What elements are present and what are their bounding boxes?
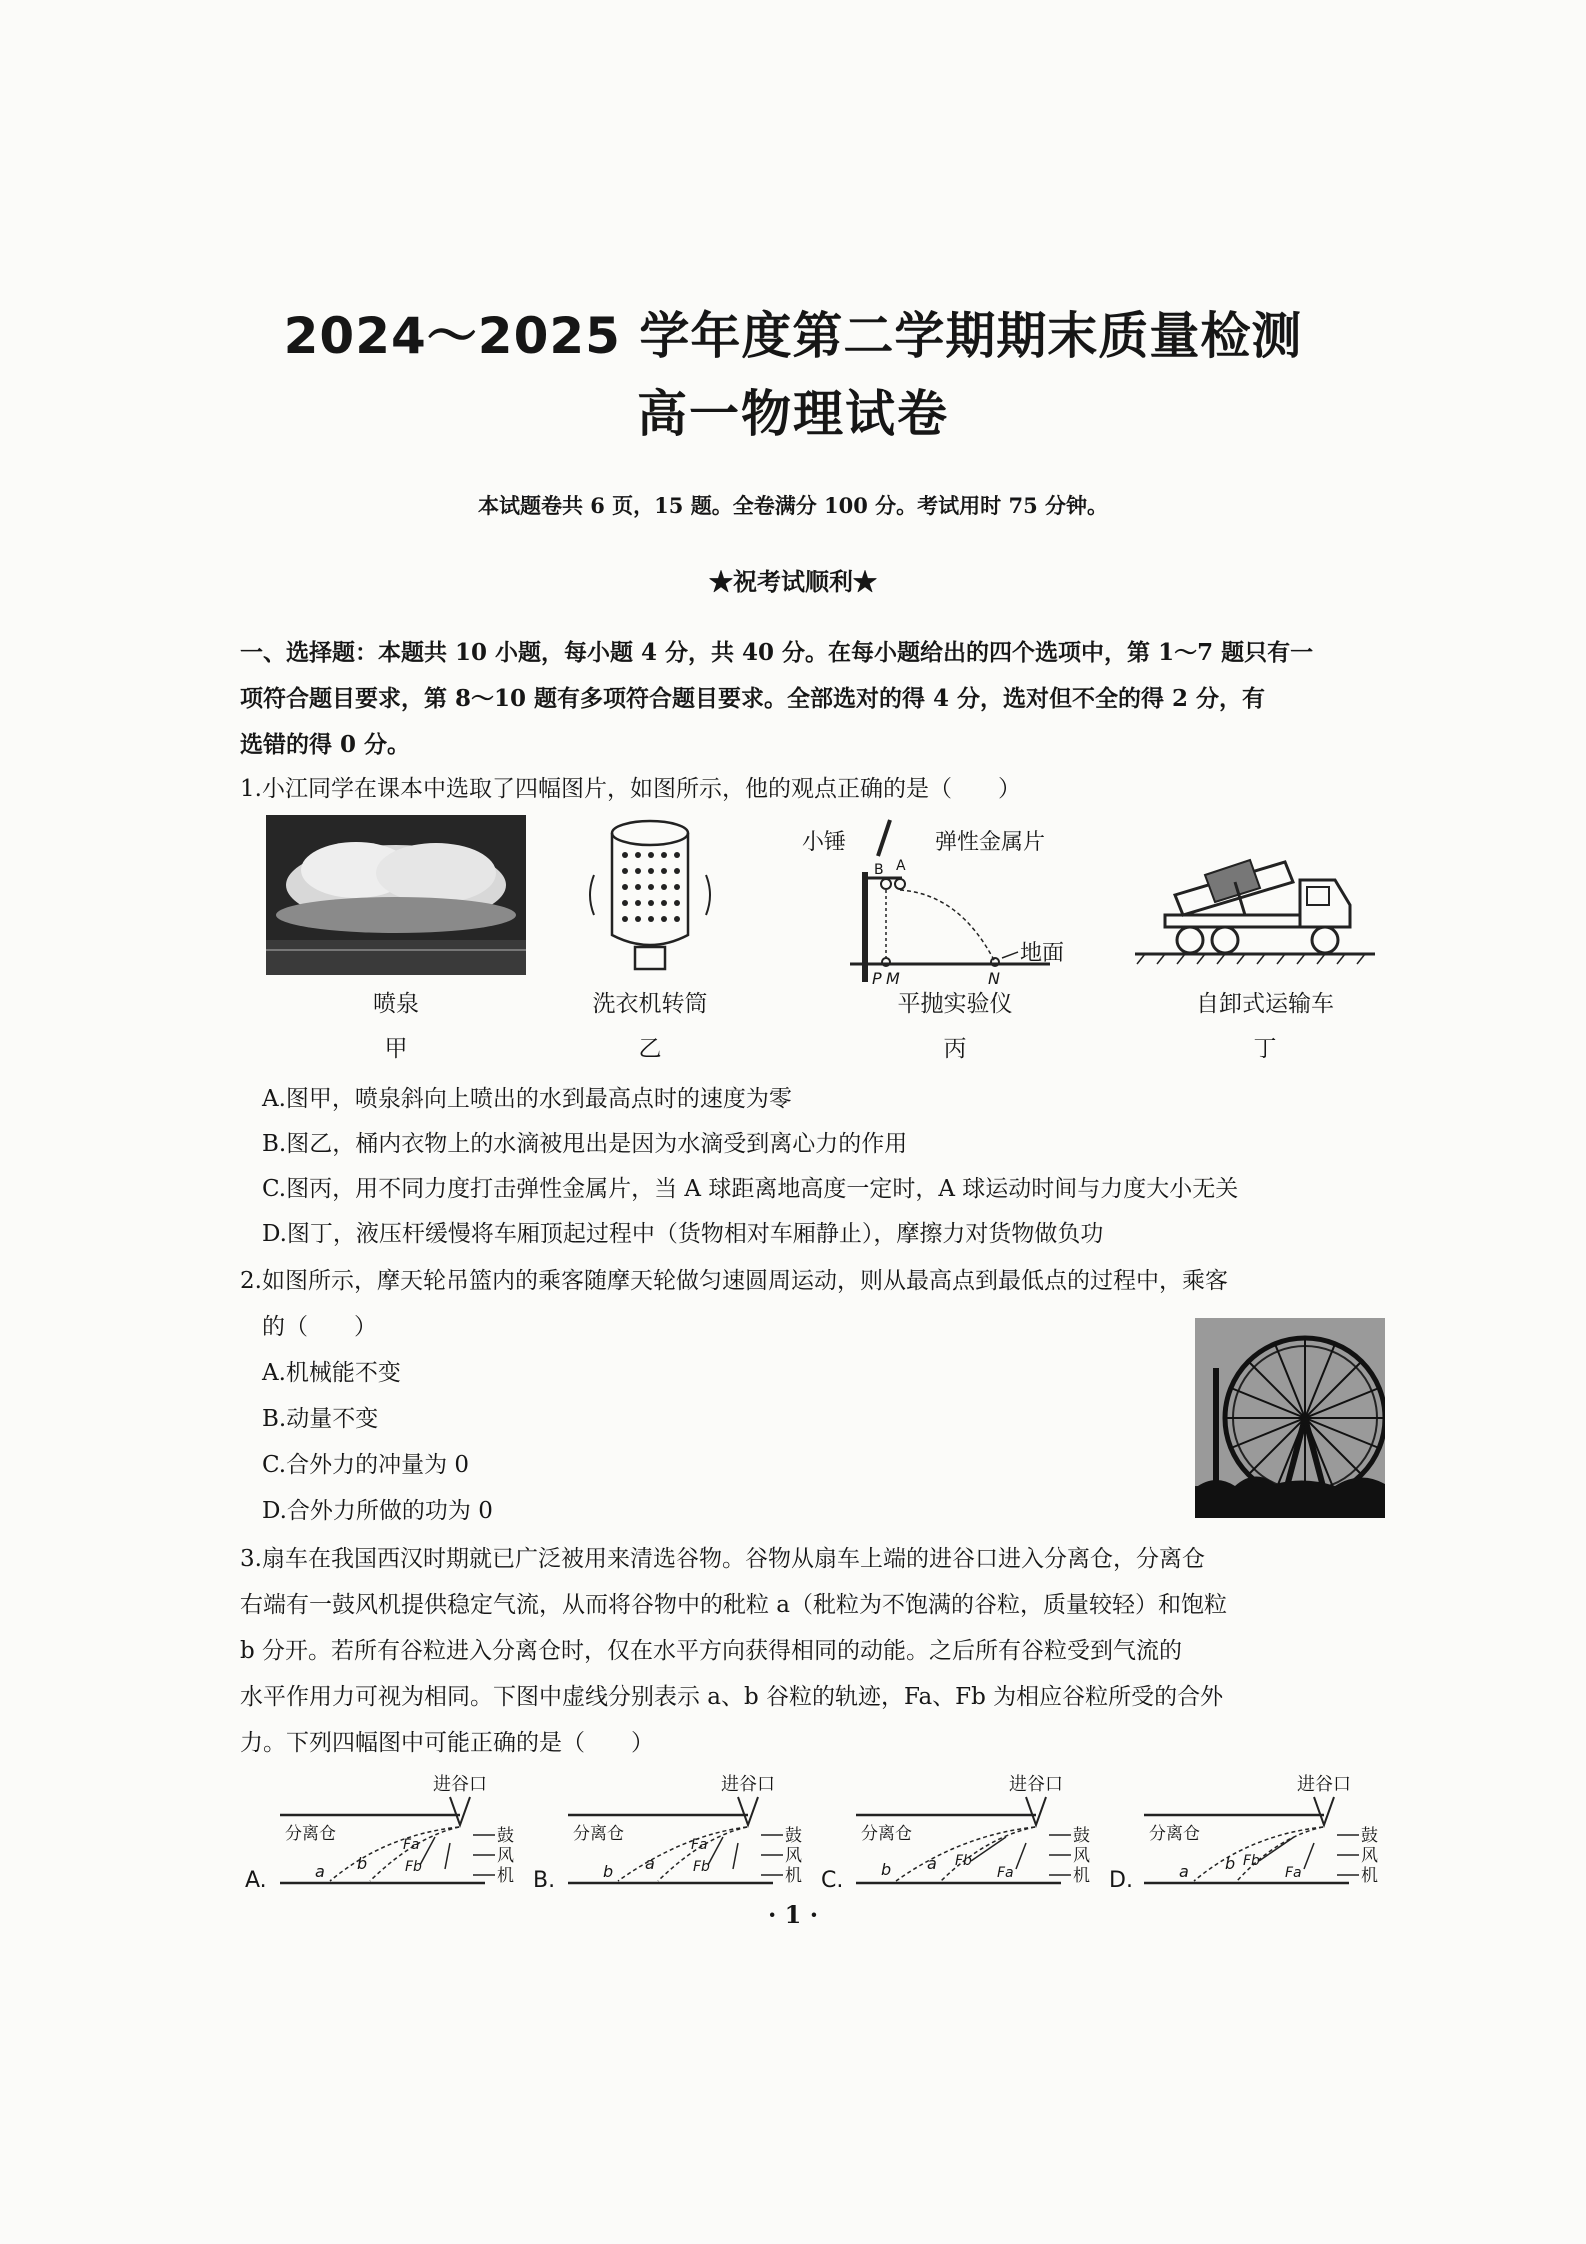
q2-stem-line1: 2.如图所示，摩天轮吊篮内的乘客随摩天轮做匀速圆周运动，则从最高点到最低点的过程中，乘客 <box>240 1268 1228 1294</box>
q3-line1: 3.扇车在我国西汉时期就已广泛被用来清选谷物。谷物从扇车上端的进谷口进入分离仓，分离仓 <box>240 1546 1205 1572</box>
fig2-caption: 洗衣机转筒 <box>592 991 708 1017</box>
q3-diagram-c <box>821 1774 1090 1893</box>
q3-c-label-b: b <box>881 1860 892 1879</box>
q3-b-fan3: 机 <box>785 1866 802 1886</box>
q3-b-inlet: 进谷口 <box>721 1774 775 1795</box>
fig1-tag: 甲 <box>384 1036 408 1062</box>
q3-d-inlet: 进谷口 <box>1297 1774 1351 1795</box>
section1-line3: 选错的得 0 分。 <box>240 731 411 758</box>
q3-c-fan3: 机 <box>1073 1866 1090 1886</box>
q3-b-fa: Fa <box>691 1837 708 1853</box>
q3-diagram-a <box>245 1774 514 1893</box>
q3-b-fb: Fb <box>693 1859 710 1875</box>
fig3-caption: 平抛实验仪 <box>897 991 1013 1017</box>
label-hammer: 小锤 <box>802 830 847 855</box>
q3-d-fan2: 风 <box>1361 1846 1378 1866</box>
exam-title: 2024～2025 学年度第二学期期末质量检测 <box>283 307 1303 365</box>
fig4-tag: 丁 <box>1253 1036 1277 1062</box>
projectile-apparatus-figure <box>790 812 1090 987</box>
exam-info: 本试题卷共 6 页，15 题。全卷满分 100 分。考试用时 75 分钟。 <box>477 493 1109 518</box>
q3-a-fan2: 风 <box>497 1846 514 1866</box>
q3-c-label-a: a <box>927 1854 937 1873</box>
q3-choice-a-label: A. <box>245 1868 267 1893</box>
q3-d-label-b: b <box>1225 1854 1236 1873</box>
q1-option-a: A.图甲，喷泉斜向上喷出的水到最高点时的速度为零 <box>262 1086 792 1112</box>
q3-d-label-a: a <box>1179 1862 1189 1881</box>
q2-option-b: B.动量不变 <box>262 1406 379 1432</box>
q3-choice-d-label: D. <box>1109 1868 1133 1893</box>
q3-b-label-a: a <box>645 1854 655 1873</box>
q3-line2: 右端有一鼓风机提供稳定气流，从而将谷物中的秕粒 a（秕粒为不饱满的谷粒，质量较轻）和饱粒 <box>240 1592 1228 1618</box>
section1-line2: 项符合题目要求，第 8～10 题有多项符合题目要求。全部选对的得 4 分，选对但不全的得 2 分，有 <box>240 685 1266 712</box>
q3-a-fb: Fb <box>405 1859 422 1875</box>
q1-stem: 1.小江同学在课本中选取了四幅图片，如图所示，他的观点正确的是（ ） <box>240 776 1021 802</box>
fig2-tag: 乙 <box>638 1036 662 1062</box>
q3-c-fan2: 风 <box>1073 1846 1090 1866</box>
fig3-tag: 丙 <box>943 1036 967 1062</box>
q3-b-label-b: b <box>603 1862 614 1881</box>
fig1-caption: 喷泉 <box>373 991 419 1017</box>
q3-a-label-b: b <box>357 1854 368 1873</box>
q1-option-c: C.图丙，用不同力度打击弹性金属片，当 A 球距离地高度一定时，A 球运动时间与力度大小无关 <box>262 1176 1239 1202</box>
q3-b-fan2: 风 <box>785 1846 802 1866</box>
label-n: N <box>988 969 1000 987</box>
q3-diagrams <box>245 1765 1385 1895</box>
q3-line5: 力。下列四幅图中可能正确的是（ ） <box>240 1730 654 1756</box>
label-m: M <box>886 969 900 987</box>
q3-c-fb: Fb <box>955 1853 972 1869</box>
q3-c-chamber: 分离仓 <box>861 1824 912 1844</box>
q3-diagram-b <box>533 1774 802 1893</box>
q3-c-fa: Fa <box>997 1865 1014 1881</box>
q2-stem-line2: 的（ ） <box>262 1314 377 1340</box>
q3-a-chamber: 分离仓 <box>285 1824 336 1844</box>
q3-a-fa: Fa <box>403 1837 420 1853</box>
q3-line3: b 分开。若所有谷粒进入分离仓时，仅在水平方向获得相同的动能。之后所有谷粒受到气流的 <box>240 1638 1183 1664</box>
dump-truck-figure <box>1135 820 1375 970</box>
section1-line1: 一、选择题：本题共 10 小题，每小题 4 分，共 40 分。在每小题给出的四个选项中，第 1～7 题只有一 <box>240 639 1314 666</box>
q3-b-fan1: 鼓 <box>785 1826 802 1846</box>
q2-option-d: D.合外力所做的功为 0 <box>262 1498 493 1524</box>
q3-choice-c-label: C. <box>821 1868 844 1893</box>
q3-d-fan3: 机 <box>1361 1866 1378 1886</box>
q3-line4: 水平作用力可视为相同。下图中虚线分别表示 a、b 谷粒的轨迹，Fa、Fb 为相应谷粒所受的合外 <box>240 1684 1224 1710</box>
q3-c-inlet: 进谷口 <box>1009 1774 1063 1795</box>
q1-option-d: D.图丁，液压杆缓慢将车厢顶起过程中（货物相对车厢静止），摩擦力对货物做负功 <box>262 1221 1104 1247</box>
q2-option-c: C.合外力的冲量为 0 <box>262 1452 470 1478</box>
q3-a-inlet: 进谷口 <box>433 1774 487 1795</box>
q3-d-fb: Fb <box>1243 1853 1260 1869</box>
q3-a-fan3: 机 <box>497 1866 514 1886</box>
page-number: · 1 · <box>767 1900 819 1929</box>
q1-option-b: B.图乙，桶内衣物上的水滴被甩出是因为水滴受到离心力的作用 <box>262 1131 908 1157</box>
label-ball-b: B <box>874 862 884 878</box>
q2-option-a: A.机械能不变 <box>262 1360 401 1386</box>
fountain-photo <box>266 815 526 975</box>
exam-wish: ★祝考试顺利★ <box>709 567 877 596</box>
label-metal-plate: 弹性金属片 <box>935 830 1046 855</box>
q3-d-fa: Fa <box>1285 1865 1302 1881</box>
q3-d-chamber: 分离仓 <box>1149 1824 1200 1844</box>
q3-a-label-a: a <box>315 1862 325 1881</box>
label-p: P <box>872 969 882 987</box>
q3-a-fan1: 鼓 <box>497 1826 514 1846</box>
fig4-caption: 自卸式运输车 <box>1196 991 1334 1017</box>
q3-choice-b-label: B. <box>533 1868 556 1893</box>
q3-b-chamber: 分离仓 <box>573 1824 624 1844</box>
ferris-wheel-photo <box>1195 1318 1385 1518</box>
label-ball-a: A <box>896 858 906 874</box>
washing-drum-figure <box>580 815 720 980</box>
q3-diagram-d <box>1109 1774 1378 1893</box>
q3-d-fan1: 鼓 <box>1361 1826 1378 1846</box>
q3-c-fan1: 鼓 <box>1073 1826 1090 1846</box>
label-ground: 地面 <box>1020 941 1065 966</box>
exam-subtitle: 高一物理试卷 <box>637 385 949 443</box>
